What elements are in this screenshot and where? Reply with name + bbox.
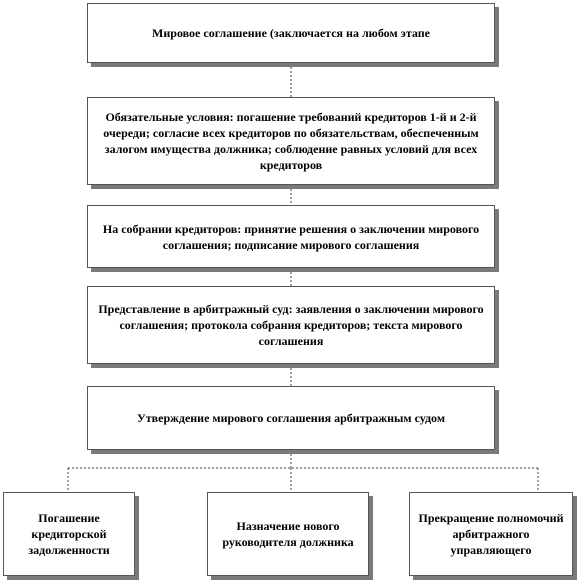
outcome-box-1 — [3, 492, 135, 576]
step-text-1: Мировое соглашение (заключается на любом этапе — [152, 26, 430, 40]
outcome-text-3: Прекращение полномочий арбитражного управляющего — [418, 511, 564, 557]
step-text-3: На собрании кредиторов: принятие решения о заключении мирового соглашения; подписание мирового соглашения — [102, 221, 480, 252]
step-box-1 — [87, 3, 495, 63]
outcome-box-2 — [207, 492, 369, 576]
outcome-text-1: Погашение кредиторской задолженности — [28, 511, 110, 557]
step-text-2: Обязательные условия: погашение требований кредиторов 1-й и 2-й очереди; согласие всех кредиторов по обязательствам, обеспеченным залогом имущества должника; соблюдение равных условий для всех кредиторов — [103, 110, 479, 172]
step-box-3 — [87, 205, 495, 268]
step-text-5: Утверждение мирового соглашения арбитражным судом — [136, 411, 445, 425]
outcome-text-2: Назначение нового руководителя должника — [222, 519, 354, 549]
step-box-2 — [87, 97, 495, 185]
step-box-5 — [87, 386, 495, 450]
outcome-box-3 — [409, 492, 573, 576]
step-box-4 — [87, 286, 495, 364]
step-text-4: Представление в арбитражный суд: заявления о заключении мирового соглашения; протокола собрания кредиторов; текста мирового соглашения — [98, 302, 484, 348]
